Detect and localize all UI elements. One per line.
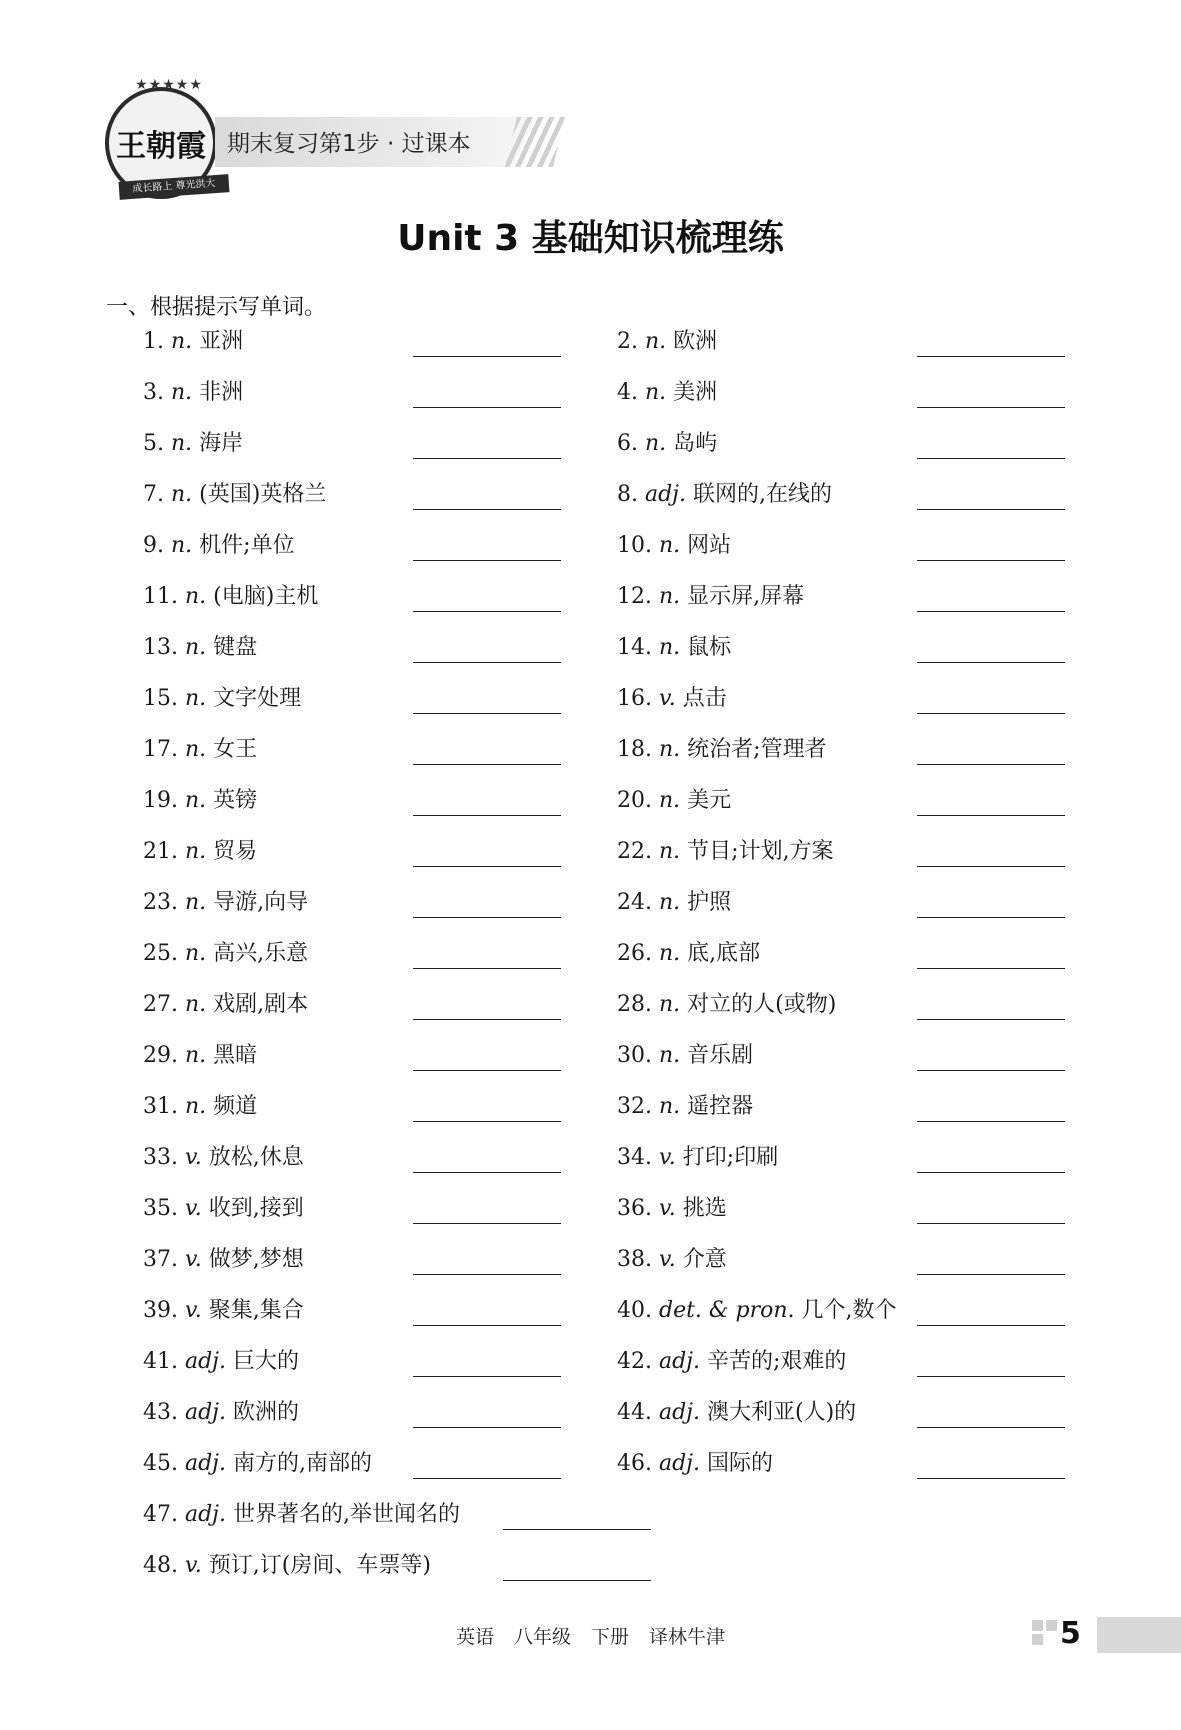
answer-blank[interactable] [917, 1019, 1065, 1020]
answer-blank[interactable] [413, 560, 561, 561]
part-of-speech: n. [658, 890, 681, 915]
item-hint: 点击 [682, 686, 727, 711]
word-item [617, 939, 760, 969]
item-number: 5. [143, 431, 171, 456]
word-item [617, 1041, 753, 1071]
item-number: 18. [617, 737, 659, 762]
item-hint: 机件;单位 [199, 533, 295, 558]
item-hint: 海岸 [199, 431, 244, 456]
word-item [617, 786, 731, 816]
item-number: 48. [143, 1553, 185, 1578]
part-of-speech: n. [184, 839, 207, 864]
item-number: 46. [617, 1451, 659, 1476]
word-item [143, 429, 243, 459]
item-number: 19. [143, 788, 185, 813]
answer-blank[interactable] [917, 356, 1065, 357]
part-of-speech: n. [184, 686, 207, 711]
item-hint: 岛屿 [673, 431, 718, 456]
section-heading: 一、根据提示写单词。 [106, 295, 327, 320]
word-item [617, 990, 836, 1020]
item-hint: 美洲 [673, 380, 718, 405]
word-item [617, 378, 717, 408]
answer-blank[interactable] [917, 509, 1065, 510]
item-number: 2. [617, 329, 645, 354]
item-number: 4. [617, 380, 645, 405]
answer-blank[interactable] [413, 509, 561, 510]
item-hint: 国际的 [707, 1451, 774, 1476]
part-of-speech: n. [658, 584, 681, 609]
word-item [617, 1245, 727, 1275]
item-hint: 统治者;管理者 [687, 737, 827, 762]
part-of-speech: adj. [184, 1349, 226, 1374]
answer-blank[interactable] [917, 1172, 1065, 1173]
item-hint: 巨大的 [233, 1349, 300, 1374]
page-number-box [1097, 1617, 1181, 1653]
footer-decor [1046, 1620, 1057, 1631]
answer-blank[interactable] [413, 458, 561, 459]
item-hint: 键盘 [213, 635, 258, 660]
part-of-speech: n. [170, 329, 193, 354]
answer-blank[interactable] [413, 713, 561, 714]
answer-blank[interactable] [413, 866, 561, 867]
footer-book-info: 英语 八年级 下册 译林牛津 [455, 1626, 726, 1648]
part-of-speech: n. [170, 533, 193, 558]
answer-blank[interactable] [917, 662, 1065, 663]
page-number: 5 [1060, 1616, 1081, 1651]
word-item [143, 378, 243, 408]
item-hint: 底,底部 [687, 941, 761, 966]
item-hint: 节目;计划,方案 [687, 839, 834, 864]
answer-blank[interactable] [917, 815, 1065, 816]
word-item [617, 684, 727, 714]
item-number: 13. [143, 635, 185, 660]
word-item [143, 990, 308, 1020]
word-item [617, 480, 832, 510]
item-hint: 遥控器 [687, 1094, 754, 1119]
item-number: 26. [617, 941, 659, 966]
item-hint: 收到,接到 [208, 1196, 304, 1221]
part-of-speech: n. [658, 1043, 681, 1068]
part-of-speech: v. [184, 1298, 202, 1323]
item-hint: 导游,向导 [213, 890, 309, 915]
item-number: 7. [143, 482, 171, 507]
item-number: 6. [617, 431, 645, 456]
part-of-speech: det. & pron. [658, 1298, 795, 1323]
part-of-speech: n. [170, 380, 193, 405]
word-item [143, 1551, 431, 1581]
word-item [143, 1143, 304, 1173]
part-of-speech: n. [644, 329, 667, 354]
word-item [143, 1092, 257, 1122]
part-of-speech: v. [184, 1145, 202, 1170]
part-of-speech: v. [658, 1247, 676, 1272]
item-hint: 欧洲的 [233, 1400, 300, 1425]
answer-blank[interactable] [503, 1529, 651, 1530]
word-item [143, 1296, 304, 1326]
page-title: Unit 3 基础知识梳理练 [397, 218, 784, 259]
part-of-speech: n. [658, 533, 681, 558]
answer-blank[interactable] [917, 1223, 1065, 1224]
logo-stars: ★★★★★ [135, 77, 203, 93]
answer-blank[interactable] [917, 1427, 1065, 1428]
item-hint: 高兴,乐意 [213, 941, 309, 966]
item-hint: 频道 [213, 1094, 258, 1119]
item-number: 22. [617, 839, 659, 864]
item-number: 15. [143, 686, 185, 711]
item-number: 28. [617, 992, 659, 1017]
answer-blank[interactable] [917, 1376, 1065, 1377]
footer-decor [1032, 1634, 1043, 1645]
word-item [617, 327, 717, 357]
item-number: 3. [143, 380, 171, 405]
part-of-speech: n. [170, 482, 193, 507]
answer-blank[interactable] [413, 611, 561, 612]
item-number: 40. [617, 1298, 659, 1323]
word-item [143, 786, 257, 816]
item-number: 36. [617, 1196, 659, 1221]
answer-blank[interactable] [917, 1070, 1065, 1071]
part-of-speech: n. [184, 941, 207, 966]
logo-name: 王朝霞 [116, 129, 206, 164]
answer-blank[interactable] [413, 662, 561, 663]
answer-blank[interactable] [413, 968, 561, 969]
answer-blank[interactable] [413, 1274, 561, 1275]
answer-blank[interactable] [413, 407, 561, 408]
item-number: 43. [143, 1400, 185, 1425]
word-item [143, 480, 326, 510]
item-number: 37. [143, 1247, 185, 1272]
part-of-speech: n. [184, 890, 207, 915]
item-number: 8. [617, 482, 645, 507]
item-hint: 欧洲 [673, 329, 718, 354]
item-number: 41. [143, 1349, 185, 1374]
part-of-speech: adj. [658, 1400, 700, 1425]
item-hint: 鼠标 [687, 635, 732, 660]
answer-blank[interactable] [503, 1580, 651, 1581]
item-hint: 辛苦的;艰难的 [707, 1349, 847, 1374]
word-item [617, 1194, 727, 1224]
item-hint: 打印;印刷 [682, 1145, 779, 1170]
part-of-speech: n. [170, 431, 193, 456]
word-item [617, 582, 804, 612]
part-of-speech: v. [658, 1145, 676, 1170]
part-of-speech: n. [658, 1094, 681, 1119]
item-hint: 显示屏,屏幕 [687, 584, 805, 609]
answer-blank[interactable] [917, 1274, 1065, 1275]
part-of-speech: n. [658, 941, 681, 966]
answer-blank[interactable] [413, 815, 561, 816]
item-hint: 女王 [213, 737, 258, 762]
part-of-speech: n. [658, 992, 681, 1017]
word-item [143, 531, 295, 561]
item-number: 34. [617, 1145, 659, 1170]
item-number: 29. [143, 1043, 185, 1068]
word-item [143, 1398, 299, 1428]
item-hint: (电脑)主机 [213, 584, 319, 609]
page-header [105, 72, 565, 212]
part-of-speech: n. [658, 635, 681, 660]
item-number: 9. [143, 533, 171, 558]
word-item [617, 1449, 773, 1479]
word-item [617, 1398, 856, 1428]
item-number: 17. [143, 737, 185, 762]
part-of-speech: adj. [184, 1502, 226, 1527]
part-of-speech: n. [644, 431, 667, 456]
part-of-speech: adj. [658, 1451, 700, 1476]
word-item [617, 1143, 778, 1173]
answer-blank[interactable] [917, 917, 1065, 918]
item-number: 39. [143, 1298, 185, 1323]
item-number: 42. [617, 1349, 659, 1374]
item-number: 14. [617, 635, 659, 660]
part-of-speech: n. [644, 380, 667, 405]
answer-blank[interactable] [413, 1070, 561, 1071]
item-number: 35. [143, 1196, 185, 1221]
word-item [143, 1041, 257, 1071]
part-of-speech: adj. [644, 482, 686, 507]
answer-blank[interactable] [413, 917, 561, 918]
item-number: 24. [617, 890, 659, 915]
word-item [143, 684, 301, 714]
answer-blank[interactable] [413, 764, 561, 765]
part-of-speech: v. [184, 1553, 202, 1578]
item-hint: 放松,休息 [208, 1145, 304, 1170]
word-item [617, 633, 731, 663]
answer-blank[interactable] [917, 1121, 1065, 1122]
item-number: 20. [617, 788, 659, 813]
word-item [617, 1347, 846, 1377]
item-number: 11. [143, 584, 185, 609]
item-hint: (英国)英格兰 [199, 482, 327, 507]
part-of-speech: n. [184, 992, 207, 1017]
answer-blank[interactable] [413, 1478, 561, 1479]
item-number: 25. [143, 941, 185, 966]
item-hint: 世界著名的,举世闻名的 [233, 1502, 460, 1527]
answer-blank[interactable] [917, 1325, 1065, 1326]
word-item [143, 939, 308, 969]
part-of-speech: n. [184, 737, 207, 762]
answer-blank[interactable] [413, 1121, 561, 1122]
answer-blank[interactable] [413, 1427, 561, 1428]
item-number: 33. [143, 1145, 185, 1170]
word-item [617, 531, 731, 561]
item-hint: 音乐剧 [687, 1043, 754, 1068]
part-of-speech: n. [658, 788, 681, 813]
word-item [617, 1092, 753, 1122]
logo-motto: 成长路上 尊光洪大 [119, 174, 230, 200]
item-hint: 贸易 [213, 839, 258, 864]
item-number: 32. [617, 1094, 659, 1119]
word-item [143, 837, 257, 867]
part-of-speech: v. [184, 1196, 202, 1221]
item-hint: 做梦,梦想 [208, 1247, 304, 1272]
part-of-speech: n. [184, 584, 207, 609]
item-number: 31. [143, 1094, 185, 1119]
answer-blank[interactable] [413, 356, 561, 357]
word-item [143, 1347, 299, 1377]
answer-blank[interactable] [413, 1223, 561, 1224]
word-item [617, 837, 834, 867]
item-number: 45. [143, 1451, 185, 1476]
word-item [143, 633, 257, 663]
part-of-speech: n. [658, 737, 681, 762]
banner-text: 期末复习第1步 · 过课本 [227, 131, 471, 157]
item-hint: 护照 [687, 890, 732, 915]
part-of-speech: n. [184, 1043, 207, 1068]
answer-blank[interactable] [917, 866, 1065, 867]
item-hint: 黑暗 [213, 1043, 258, 1068]
part-of-speech: n. [658, 839, 681, 864]
item-number: 16. [617, 686, 659, 711]
part-of-speech: v. [658, 686, 676, 711]
item-hint: 澳大利亚(人)的 [707, 1400, 857, 1425]
item-number: 38. [617, 1247, 659, 1272]
answer-blank[interactable] [413, 1376, 561, 1377]
answer-blank[interactable] [917, 407, 1065, 408]
word-item [143, 1449, 372, 1479]
answer-blank[interactable] [413, 1172, 561, 1173]
item-number: 30. [617, 1043, 659, 1068]
item-hint: 文字处理 [213, 686, 302, 711]
word-item [617, 1296, 897, 1326]
answer-blank[interactable] [917, 458, 1065, 459]
word-item [143, 1500, 460, 1530]
footer-decor [1032, 1620, 1043, 1631]
item-hint: 网站 [687, 533, 732, 558]
item-hint: 聚集,集合 [208, 1298, 304, 1323]
item-hint: 预订,订(房间、车票等) [208, 1553, 431, 1578]
answer-blank[interactable] [917, 968, 1065, 969]
item-hint: 联网的,在线的 [693, 482, 832, 507]
item-hint: 英镑 [213, 788, 258, 813]
part-of-speech: n. [184, 1094, 207, 1119]
answer-blank[interactable] [917, 713, 1065, 714]
word-item [617, 735, 827, 765]
word-item [143, 1245, 304, 1275]
item-hint: 挑选 [682, 1196, 727, 1221]
answer-blank[interactable] [917, 560, 1065, 561]
part-of-speech: adj. [184, 1451, 226, 1476]
part-of-speech: n. [184, 788, 207, 813]
answer-blank[interactable] [413, 1325, 561, 1326]
part-of-speech: adj. [658, 1349, 700, 1374]
item-hint: 几个,数个 [801, 1298, 897, 1323]
item-hint: 南方的,南部的 [233, 1451, 372, 1476]
answer-blank[interactable] [413, 1019, 561, 1020]
item-hint: 亚洲 [199, 329, 244, 354]
word-item [143, 888, 308, 918]
item-number: 12. [617, 584, 659, 609]
part-of-speech: n. [184, 635, 207, 660]
part-of-speech: adj. [184, 1400, 226, 1425]
item-number: 47. [143, 1502, 185, 1527]
word-item [143, 582, 318, 612]
item-number: 10. [617, 533, 659, 558]
word-item [617, 888, 731, 918]
item-number: 27. [143, 992, 185, 1017]
item-number: 21. [143, 839, 185, 864]
item-number: 44. [617, 1400, 659, 1425]
item-hint: 戏剧,剧本 [213, 992, 309, 1017]
word-item [143, 1194, 304, 1224]
word-item [143, 735, 257, 765]
part-of-speech: v. [184, 1247, 202, 1272]
part-of-speech: v. [658, 1196, 676, 1221]
item-hint: 对立的人(或物) [687, 992, 837, 1017]
answer-blank[interactable] [917, 1478, 1065, 1479]
item-number: 23. [143, 890, 185, 915]
item-hint: 介意 [682, 1247, 727, 1272]
item-number: 1. [143, 329, 171, 354]
answer-blank[interactable] [917, 764, 1065, 765]
word-item [617, 429, 717, 459]
item-hint: 美元 [687, 788, 732, 813]
answer-blank[interactable] [917, 611, 1065, 612]
item-hint: 非洲 [199, 380, 244, 405]
word-item [143, 327, 243, 357]
